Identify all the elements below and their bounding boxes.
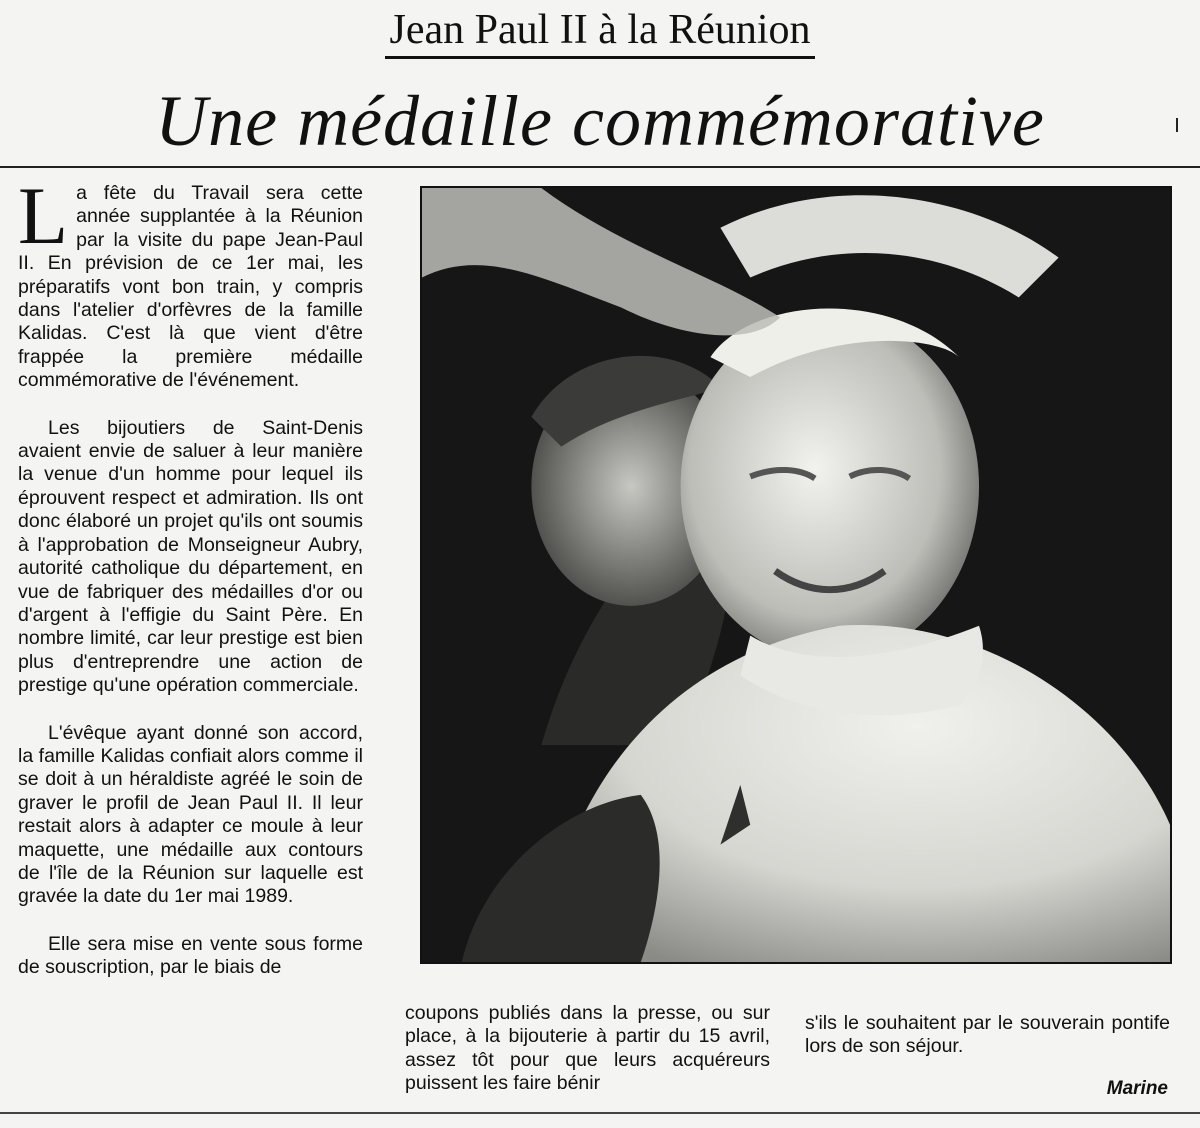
author-signature: Marine bbox=[1106, 1078, 1168, 1099]
article-headline: Une médaille commémorative bbox=[155, 81, 1045, 161]
photo-illustration bbox=[422, 188, 1170, 962]
margin-mark bbox=[1176, 118, 1178, 132]
header-rule bbox=[0, 166, 1200, 168]
kicker-text: Jean Paul II à la Réunion bbox=[385, 6, 814, 59]
lead-paragraph bbox=[18, 170, 363, 393]
drop-cap: L bbox=[18, 170, 69, 261]
footer-rule bbox=[0, 1112, 1200, 1114]
article-column-2: coupons publiés dans la presse, ou sur place, à la bijouterie à partir du 15 avril, assez tôt pour que leurs acquéreurs puissent les faire bénir bbox=[405, 1002, 770, 1095]
body-paragraph-4: Elle sera mise en vente sous forme de souscription, par le biais de bbox=[18, 932, 363, 979]
article-column-3: s'ils le souhaitent par le souverain pontife lors de son séjour. bbox=[805, 1012, 1170, 1058]
article-column-1 bbox=[18, 170, 363, 980]
body-paragraph-3: L'évêque ayant donné son accord, la famille Kalidas confiait alors comme il se doit à un héraldiste agréé le soin de graver le profil de Jean Paul II. Il leur restait alors à adapter ce moule à leur maquette, une médaille aux contours de l'île de la Réunion sur laquelle est gravée la date du 1er mai 1989. bbox=[18, 721, 363, 908]
lead-text: a fête du Travail sera cette année supplantée à la Réunion par la visite du pape Jean-Paul II. En prévision de ce 1er mai, les préparatifs vont bon train, y compris dans l'atelier d'orfèvres de la famille Kalidas. C'est là que vient d'être frappée la première médaille commémorative de l'événement. bbox=[18, 182, 363, 392]
body-paragraph-2: Les bijoutiers de Saint-Denis avaient envie de saluer à leur manière la venue d'un homme pour lequel ils éprouvent respect et admiration. Ils ont donc élaboré un projet qu'ils ont soumis à l'approbation de Monseigneur Aubry, autorité catholique du département, en vue de fabriquer des médailles d'or ou d'argent à l'effigie du Saint Père. En nombre limité, car leur prestige est bien plus d'entreprendre une action de prestige qu'une opération commerciale. bbox=[18, 416, 363, 697]
pope-photograph bbox=[420, 186, 1172, 964]
article-kicker bbox=[0, 6, 1200, 59]
